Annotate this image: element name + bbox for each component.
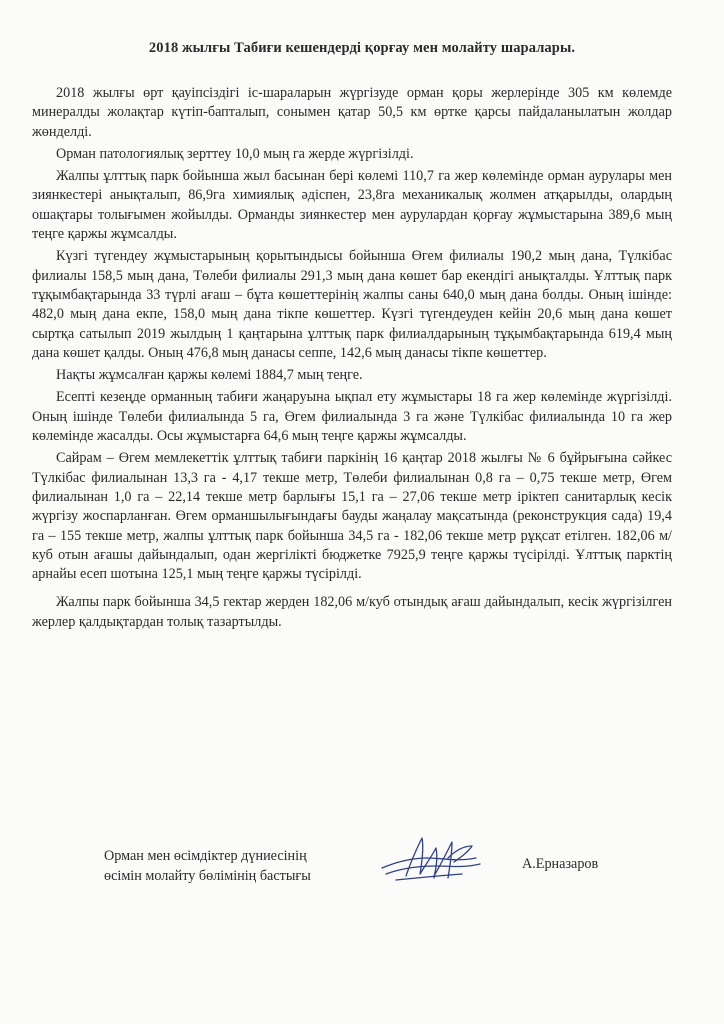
paragraph-fire-safety: 2018 жылғы өрт қауіпсіздігі іс-шараларын жүргізуде орман қоры жерлерінде 305 км көлемде минералды жолақтар күтіп-бапталып, сонымен қатар 50,5 км өртке қарсы пайдаланылатын жолдар жөнделді. (32, 85, 672, 140)
position-line-2: өсімін молайту бөлімінің бастығы (104, 868, 311, 884)
position-line-1: Орман мен өсімдіктер дүниесінің (104, 848, 307, 864)
handwritten-signature (376, 828, 486, 890)
paragraph-pests: Жалпы ұлттық парк бойынша жыл басынан бері көлемі 110,7 га жер көлемінде орман аурулары мен зиянкестері анықталып, 86,9га химиялық әдіспен, 23,8га механикалық жолмен атқарылды, олардың ошақтары толығымен жойылды. Орманды зиянкестер мен аурулардан қорғау жұмыстарына 389,6 мың теңге қаржы жұмсалды. (32, 168, 672, 243)
paragraph-inventory: Күзгі түгендеу жұмыстарының қорытындысы бойынша Өгем филиалы 190,2 мың дана, Түлкібас филиалы 158,5 мың дана, Төлеби филиалы 291,3 мың дана көшет бар екендігі анықталды. Ұлттық парк тұқымбақтарында 33 түрлі ағаш – бұта көшеттерінің жалпы саны 640,0 мың дана болды. Оның ішінде: 482,0 мың дана екпе, 158,0 мың дана тікпе көшеттер. Күзгі түгендеуден кейін 20,6 мың дана көшет сыртқа сатылып 2019 жылдың 1 қаңтарына ұлттық парк филиалдарының тұқымбақтарында 619,4 мың дана көшет қалды. Оның 476,8 мың данасы сеппе, 142,6 мың данасы тікпе көшеттер. (32, 248, 672, 361)
document-title: 2018 жылғы Табиғи кешендерді қорғау мен молайту шаралары. (148, 40, 576, 56)
paragraph-pathology: Орман патологиялық зерттеу 10,0 мың га жерде жүргізілді. (56, 145, 414, 162)
document-body (32, 84, 672, 635)
paragraph-spent: Нақты жұмсалған қаржы көлемі 1884,7 мың теңге. (56, 367, 363, 384)
paragraph-renewal: Есепті кезеңде орманның табиғи жаңаруына ықпал ету жұмыстары 18 га жер көлемінде жүргізілді. Оның ішінде Төлеби филиалында 5 га, Өгем филиалында 3 га және Түлкібас филиалында 10 га жер көлемінде жасалды. Осы жұмыстарға 64,6 мың теңге қаржы жұмсалды. (32, 389, 672, 445)
paragraph-summary: Жалпы парк бойынша 34,5 гектар жерден 182,06 м/куб отындық ағаш дайындалып, кесік жүргізілген жерлер қалдықтардан толық тазартылды. (32, 594, 672, 630)
signatory-name: А.Ерназаров (522, 856, 599, 872)
paragraph-sanitary-cutting: Сайрам – Өгем мемлекеттік ұлттық табиғи паркінің 16 қаңтар 2018 жылғы № 6 бұйрығына сәйкес Түлкібас филиалынан 13,3 га - 4,17 текше метр, Төлеби филиалынан 0,8 га – 0,75 текше метр, Өгем филиалынан 1,0 га – 22,14 текше метр барлығы 15,1 га – 27,06 текше метр іріктеп санитарлық кесік жүргізу жоспарланған. Өгем орманшылығындағы бауды жаңалау мақсатында (реконструкция сада) 19,4 га – 155 текше метр, жалпы ұлттық парк бойынша 34,5 га - 182,06 текше метр рұқсат етілген. 182,06 м/куб отын ағашы дайындалып, одан жергілікті бюджетке 7925,9 теңге қаржы түсірілді. Ұлттық парктің арнайы есеп шотына 125,1 мың теңге қаржы түсірілді. (32, 450, 672, 583)
signatory-position (104, 846, 311, 886)
